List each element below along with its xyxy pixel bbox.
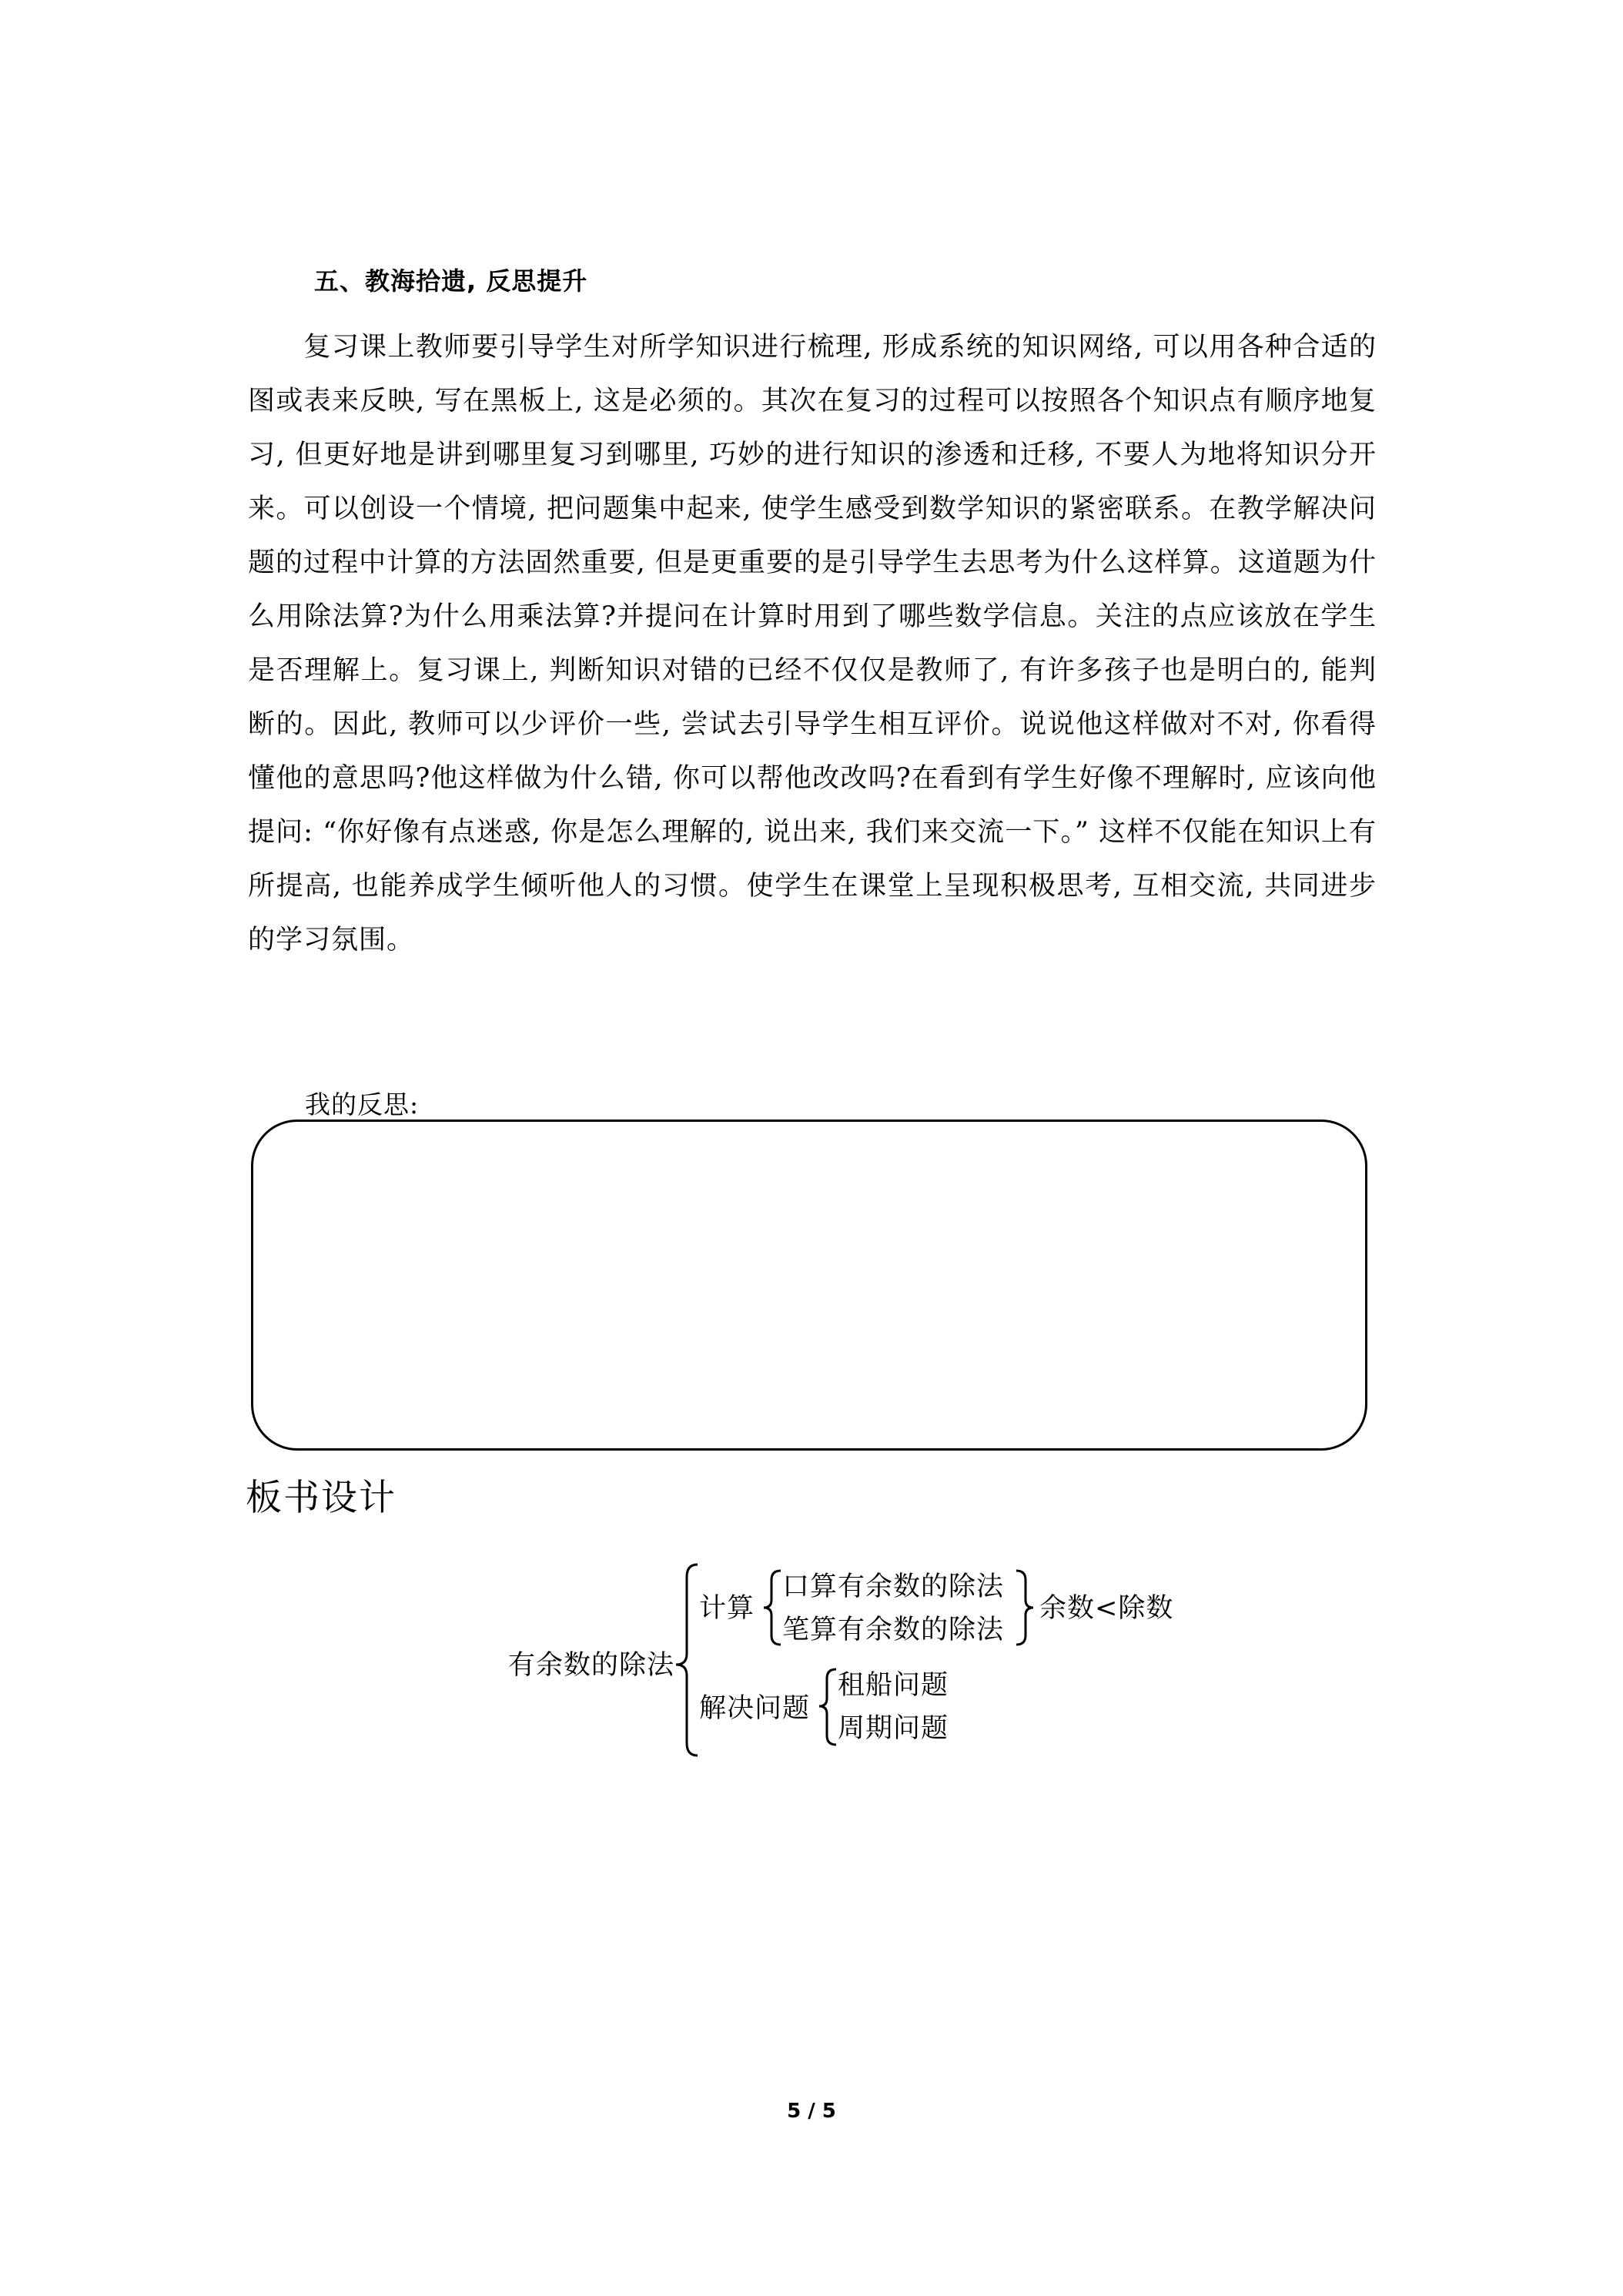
section-heading: 五、教海拾遗, 反思提升 xyxy=(314,266,588,296)
calc-close-brace xyxy=(1016,1571,1033,1645)
board-design-title: 板书设计 xyxy=(246,1477,397,1519)
solve-brace xyxy=(819,1669,836,1745)
calc-note: 余数<除数 xyxy=(1039,1593,1174,1624)
reflection-label: 我的反思: xyxy=(305,1089,420,1120)
solve-item-cycle: 周期问题 xyxy=(838,1713,949,1744)
calc-item-written: 笔算有余数的除法 xyxy=(782,1615,1005,1645)
body-paragraph-text: 复习课上教师要引导学生对所学知识进行梳理, 形成系统的知识网络, 可以用各种合适的图或表来反映, 写在黑板上, 这是必须的。其次在复习的过程可以按照各个知识点有顺序地复习, 但更好地是讲到哪里复习到哪里, 巧妙的进行知识的渗透和迁移, 不要人为地将知识分开来。可以创设一个情境, 把问题集中起来, 使学生感受到数学知识的紧密联系。在教学解决问题的过程中计算的方法固然重要, 但是更重要的是引导学生去思考为什么这样算。这道题为什么用除法算?为什么用乘法算?并提问在计算时用到了哪些数学信息。关注的点应该放在学生是否理解上。复习课上, 判断知识对错的已经不仅仅是教师了, 有许多孩子也是明白的, 能判断的。因此, 教师可以少评价一些, 尝试去引导学生相互评价。说说他这样做对不对, 你看得懂他的意思吗?他这样做为什么错, 你可以帮他改改吗?在看到有学生好像不理解时, 应该向他提问: “你好像有点迷惑, 你是怎么理解的, 说出来, 我们来交流一下。” 这样不仅能在知识上有所提高, 也能养成学生倾听他人的习惯。使学生在课堂上呈现积极思考, 互相交流, 共同进步的学习氛围。 xyxy=(248,332,1377,956)
solve-item-boat: 租船问题 xyxy=(838,1670,949,1701)
branch-calc-label: 计算 xyxy=(699,1593,755,1624)
calc-item-oral: 口算有余数的除法 xyxy=(782,1571,1005,1602)
branch-solve-label: 解决问题 xyxy=(699,1693,811,1724)
calc-brace xyxy=(764,1571,781,1645)
tree-root-label: 有余数的除法 xyxy=(508,1650,675,1681)
page-number: 5 / 5 xyxy=(787,2100,836,2123)
root-brace xyxy=(676,1565,698,1755)
